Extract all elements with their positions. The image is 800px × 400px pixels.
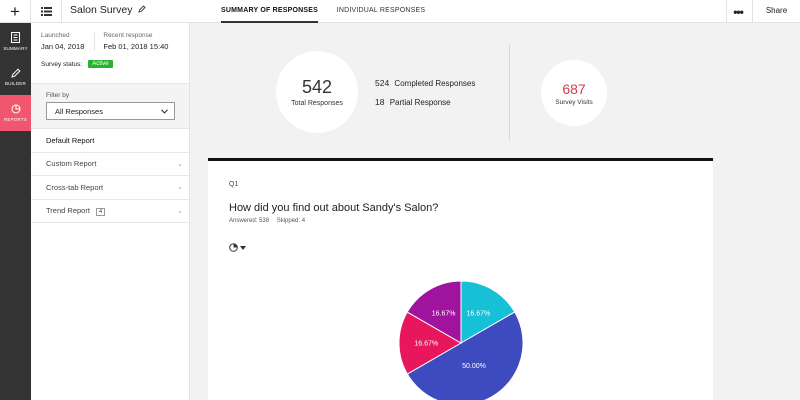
pie-slice-label: 16.67% [414,340,439,348]
filter-section [31,84,189,129]
response-breakdown [375,78,475,116]
report-item-label: Default Report [46,135,95,145]
question-title: How did you find out about Sandy's Salon? [229,202,439,214]
launched-value: Jan 04, 2018 [41,42,85,51]
report-item-default[interactable] [31,129,189,153]
completed-label: Completed Responses [394,79,476,88]
report-item-label: Trend Report [46,205,90,215]
stats-divider [509,44,510,141]
survey-visits-circle [541,60,607,126]
pie-slice-label: 16.67% [431,310,456,318]
rail-item-reports[interactable] [0,95,31,131]
report-item-label: Cross-tab Report [46,182,104,192]
chart-type-selector[interactable] [229,243,246,252]
report-item-custom[interactable] [31,153,189,177]
question-number: Q1 [229,181,239,188]
launched-label: Launched [41,32,70,39]
chevron-down-icon: ⌄ [177,184,183,192]
survey-visits-label: Survey Visits [555,98,593,106]
chevron-down-icon [161,107,168,116]
skipped-count: Skipped: 4 [276,218,306,224]
summary-icon [11,32,20,43]
builder-pencil-icon [11,68,21,78]
filter-select[interactable] [46,102,175,120]
add-icon[interactable]: + [0,0,31,23]
top-bar [0,0,800,23]
report-side-panel [31,23,190,400]
tab-summary-of-responses[interactable]: SUMMARY OF RESPONSES [221,0,318,23]
total-responses-label: Total Responses [291,100,343,107]
partial-label: Partial Response [389,98,451,107]
question-card [208,158,713,400]
response-pie-chart [398,280,524,400]
survey-visits-value: 687 [562,80,586,97]
answered-count: Answered: 538 [229,218,270,224]
rail-item-summary[interactable] [0,23,31,59]
menu-list-icon[interactable] [31,0,62,23]
report-item-trend[interactable] [31,200,189,224]
rail-item-builder[interactable] [0,59,31,95]
trend-count-badge: 4 [96,208,105,216]
reports-pie-icon [11,104,21,114]
share-button[interactable]: Share [752,0,800,23]
pie-chart-icon [229,243,238,252]
rail-label-summary: SUMMARY [3,45,28,51]
more-options-icon[interactable]: ••• [726,0,749,23]
survey-meta [31,23,189,84]
question-meta [229,218,311,224]
report-item-label: Custom Report [46,159,97,169]
filter-label: Filter by [46,92,70,99]
report-item-cross-tab[interactable] [31,176,189,200]
status-badge: Active [88,60,112,68]
caret-down-icon [240,246,246,250]
pie-slice-label: 50.00% [462,363,486,371]
recent-response-label: Recent response [103,32,153,39]
chevron-down-icon: ⌄ [177,207,183,215]
filter-select-value: All Responses [55,106,103,116]
completed-value: 524 [375,78,390,88]
partial-value: 18 [375,97,385,107]
rail-label-builder: BUILDER [5,81,26,86]
survey-title-text: Salon Survey [70,4,133,16]
nav-rail [0,23,31,400]
survey-title [70,4,146,16]
total-responses-circle [276,51,358,133]
edit-pencil-icon[interactable] [138,4,146,16]
survey-status-label: Survey status: [41,60,83,68]
total-responses-value: 542 [301,77,333,97]
pie-slice-label: 16.67% [466,310,491,318]
tab-individual-responses[interactable]: INDIVIDUAL RESPONSES [336,7,426,14]
chevron-down-icon: ⌄ [177,160,183,168]
recent-response-value: Feb 01, 2018 15:40 [103,42,169,51]
rail-label-reports: REPORTS [3,117,28,122]
